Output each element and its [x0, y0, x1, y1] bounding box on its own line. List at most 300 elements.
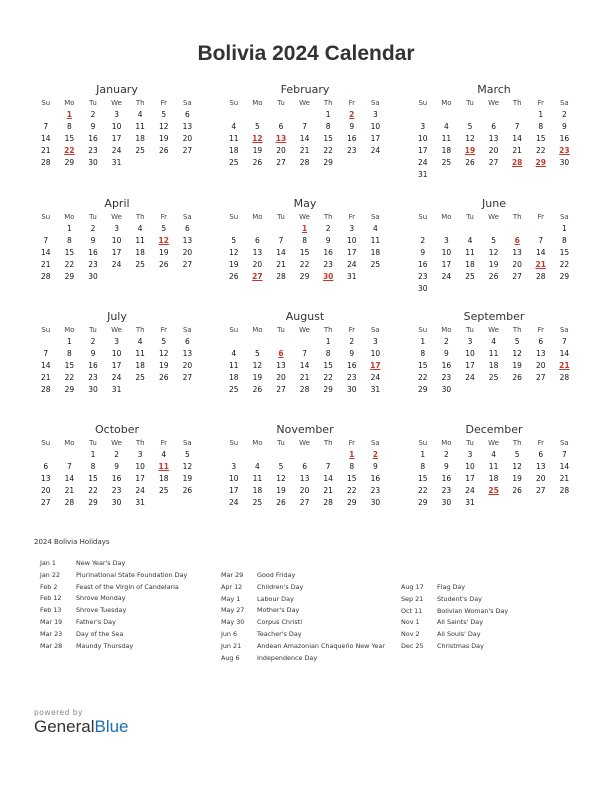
day-cell: 14 — [276, 248, 286, 257]
holiday-row — [221, 629, 393, 641]
day-cell: 21 — [512, 146, 522, 155]
day-cell: 14 — [559, 462, 570, 471]
day-cell: 4 — [161, 450, 167, 459]
day-cell: 4 — [491, 450, 496, 459]
day-cell: 12 — [158, 122, 169, 131]
month-grid — [222, 324, 388, 396]
month-name: July — [107, 310, 127, 323]
day-cell: 19 — [158, 248, 169, 257]
day-cell: 18 — [465, 260, 475, 269]
day-cell: 27 — [535, 373, 546, 382]
day-cell: 10 — [370, 349, 381, 358]
day-cell: 15 — [88, 474, 98, 483]
empty-cell — [269, 449, 293, 461]
day-cell: 11 — [229, 134, 239, 143]
day-cell: 9 — [90, 349, 96, 358]
month-august — [222, 309, 388, 396]
weekday-header: Th — [323, 326, 333, 334]
day-cell: 8 — [302, 236, 307, 245]
holiday-day-cell: 1 — [66, 110, 72, 119]
empty-cell — [222, 449, 246, 461]
holiday-day-cell: 6 — [514, 236, 520, 245]
day-cell: 24 — [229, 498, 239, 507]
holiday-row — [40, 582, 212, 594]
day-cell: 6 — [255, 236, 260, 245]
holiday-date: Oct 11 — [401, 606, 423, 615]
holiday-column — [40, 558, 212, 652]
weekday-header: Su — [41, 99, 51, 107]
day-cell: 7 — [278, 236, 284, 245]
weekday-header: Sa — [370, 99, 380, 107]
holiday-date: Aug 6 — [221, 653, 240, 662]
day-cell: 25 — [135, 146, 145, 155]
weekday-header: Mo — [64, 326, 75, 334]
weekday-header: Tu — [89, 99, 97, 107]
weekday-header: Sa — [559, 213, 569, 221]
day-cell: 27 — [535, 486, 546, 495]
day-cell: 10 — [111, 349, 122, 358]
day-cell: 9 — [444, 349, 449, 358]
day-cell: 12 — [465, 134, 475, 143]
day-cell: 19 — [158, 134, 169, 143]
holiday-name: Flag Day — [437, 583, 466, 591]
day-cell: 22 — [323, 373, 333, 382]
day-cell: 5 — [491, 236, 496, 245]
day-cell: 20 — [488, 146, 499, 155]
day-cell: 24 — [370, 373, 381, 382]
day-cell: 9 — [325, 236, 331, 245]
holiday-day-cell: 12 — [158, 236, 169, 245]
day-cell: 3 — [444, 236, 449, 245]
day-cell: 4 — [137, 337, 143, 346]
day-cell: 10 — [370, 122, 381, 131]
weekday-header: Tu — [466, 326, 474, 334]
day-cell: 29 — [346, 498, 357, 507]
day-cell: 9 — [372, 462, 378, 471]
day-cell: 14 — [512, 134, 522, 143]
month-grid — [222, 97, 388, 169]
month-september — [411, 309, 577, 396]
weekday-header: Fr — [348, 213, 355, 221]
holiday-name: Bolivian Woman's Day — [437, 606, 509, 615]
day-cell: 21 — [41, 260, 51, 269]
day-cell: 18 — [370, 248, 381, 257]
day-cell: 12 — [276, 474, 286, 483]
day-cell: 31 — [135, 498, 145, 507]
day-cell: 2 — [349, 337, 355, 346]
day-cell: 28 — [299, 385, 310, 394]
holiday-date: Mar 23 — [40, 629, 63, 638]
day-cell: 20 — [299, 486, 310, 495]
day-cell: 27 — [182, 146, 193, 155]
day-cell: 10 — [441, 248, 452, 257]
day-cell: 17 — [229, 486, 239, 495]
holiday-row — [221, 617, 393, 629]
weekday-header: Th — [135, 99, 145, 107]
day-cell: 23 — [346, 146, 357, 155]
day-cell: 26 — [512, 486, 522, 495]
day-cell: 11 — [135, 236, 145, 245]
day-cell: 26 — [182, 486, 193, 495]
day-cell: 15 — [64, 134, 75, 143]
day-cell: 8 — [325, 349, 331, 358]
day-cell: 16 — [370, 474, 381, 483]
day-cell: 28 — [276, 272, 286, 281]
day-cell: 16 — [418, 260, 428, 269]
holiday-day-cell: 1 — [349, 450, 355, 459]
holiday-name: Labour Day — [257, 594, 294, 603]
day-cell: 30 — [88, 158, 98, 167]
holiday-date: Mar 29 — [221, 571, 244, 579]
weekday-header: Sa — [182, 326, 192, 334]
holiday-day-cell: 23 — [559, 146, 570, 155]
month-name: January — [96, 83, 138, 96]
day-cell: 22 — [346, 486, 357, 495]
holiday-row — [40, 570, 212, 582]
weekday-header: Fr — [160, 213, 167, 221]
day-cell: 8 — [561, 236, 567, 245]
day-cell: 27 — [276, 158, 286, 167]
day-cell: 10 — [465, 349, 475, 358]
day-cell: 8 — [349, 462, 355, 471]
day-cell: 2 — [420, 236, 426, 245]
holiday-day-cell: 11 — [158, 462, 169, 471]
month-grid — [34, 324, 200, 396]
brand-logo[interactable] — [34, 708, 129, 737]
day-cell: 16 — [441, 361, 452, 370]
day-cell: 12 — [252, 361, 263, 370]
weekday-header: Su — [229, 326, 239, 334]
day-cell: 8 — [325, 122, 331, 131]
day-cell: 22 — [418, 486, 428, 495]
day-cell: 28 — [64, 498, 75, 507]
weekday-header: Sa — [182, 99, 192, 107]
weekday-header: Fr — [160, 439, 167, 447]
holiday-date: Sep 21 — [401, 594, 424, 603]
holiday-name: Andean Amazonian Chaqueño New Year — [257, 641, 385, 650]
weekday-header: Th — [512, 99, 522, 107]
day-cell: 24 — [370, 146, 381, 155]
empty-cell — [34, 336, 58, 348]
day-cell: 5 — [514, 450, 520, 459]
day-cell: 23 — [111, 486, 122, 495]
day-cell: 5 — [161, 224, 167, 233]
month-name: February — [280, 83, 330, 96]
holiday-date: Nov 1 — [401, 618, 420, 627]
weekday-header: We — [488, 213, 499, 221]
day-cell: 16 — [88, 134, 98, 143]
holiday-row — [221, 653, 393, 665]
holiday-row — [401, 606, 573, 618]
weekday-header: Sa — [182, 439, 192, 447]
weekday-header: Fr — [348, 439, 355, 447]
day-cell: 20 — [182, 134, 193, 143]
holiday-name: All Saints' Day — [437, 618, 483, 627]
holiday-day-cell: 27 — [252, 272, 263, 281]
day-cell: 11 — [488, 349, 499, 358]
day-cell: 9 — [561, 122, 567, 131]
holiday-name: Shrove Tuesday — [76, 606, 127, 615]
day-cell: 11 — [135, 122, 145, 131]
day-cell: 6 — [184, 337, 190, 346]
weekday-header: Sa — [370, 439, 380, 447]
day-cell: 3 — [114, 110, 119, 119]
day-cell: 10 — [135, 462, 145, 471]
weekday-header: Tu — [466, 99, 474, 107]
day-cell: 9 — [90, 236, 96, 245]
day-cell: 1 — [325, 110, 331, 119]
day-cell: 24 — [111, 373, 122, 382]
day-cell: 28 — [41, 272, 51, 281]
day-cell: 24 — [111, 260, 122, 269]
day-cell: 13 — [535, 349, 546, 358]
empty-cell — [246, 223, 270, 235]
weekday-header: We — [299, 439, 310, 447]
weekday-header: Th — [323, 439, 333, 447]
day-cell: 11 — [488, 462, 499, 471]
day-cell: 20 — [276, 146, 286, 155]
day-cell: 4 — [231, 122, 237, 131]
holiday-row — [401, 629, 573, 641]
day-cell: 26 — [158, 146, 169, 155]
empty-cell — [293, 336, 317, 348]
weekday-header: Tu — [89, 439, 97, 447]
holiday-row — [221, 605, 393, 617]
day-cell: 16 — [88, 248, 98, 257]
day-cell: 1 — [325, 337, 331, 346]
day-cell: 5 — [514, 337, 520, 346]
day-cell: 25 — [465, 272, 475, 281]
holiday-day-cell: 2 — [372, 450, 378, 459]
day-cell: 7 — [538, 236, 544, 245]
brand-name — [34, 717, 129, 737]
holiday-day-cell: 19 — [464, 146, 476, 155]
weekday-header: Su — [418, 326, 428, 334]
day-cell: 22 — [299, 260, 310, 269]
weekday-header: Fr — [348, 326, 355, 334]
holiday-day-cell: 1 — [301, 224, 308, 233]
day-cell: 28 — [41, 385, 51, 394]
day-cell: 4 — [491, 337, 496, 346]
weekday-header: Fr — [160, 99, 167, 107]
holiday-date: Apr 12 — [221, 582, 243, 591]
empty-cell — [269, 109, 293, 121]
day-cell: 15 — [323, 134, 333, 143]
day-cell: 16 — [559, 134, 570, 143]
holiday-day-cell: 2 — [349, 110, 355, 119]
day-cell: 14 — [41, 361, 51, 370]
day-cell: 13 — [299, 474, 310, 483]
day-cell: 26 — [252, 158, 263, 167]
holiday-row — [40, 629, 212, 641]
holiday-name: New Year's Day — [76, 559, 126, 567]
month-grid — [222, 211, 388, 283]
day-cell: 12 — [158, 349, 169, 358]
day-cell: 11 — [252, 474, 263, 483]
month-name: November — [276, 423, 334, 436]
day-cell: 3 — [467, 450, 473, 459]
day-cell: 20 — [182, 361, 193, 370]
day-cell: 25 — [252, 498, 263, 507]
day-cell: 17 — [418, 146, 428, 155]
month-name: August — [285, 310, 325, 323]
holiday-row — [221, 594, 393, 606]
day-cell: 27 — [276, 385, 286, 394]
day-cell: 17 — [465, 474, 475, 483]
empty-cell — [435, 109, 459, 121]
weekday-header: Fr — [537, 213, 544, 221]
weekday-header: Su — [229, 99, 239, 107]
empty-cell — [458, 109, 482, 121]
day-cell: 16 — [111, 474, 122, 483]
day-cell: 10 — [418, 134, 428, 143]
day-cell: 1 — [90, 450, 96, 459]
day-cell: 14 — [323, 474, 333, 483]
day-cell: 29 — [323, 158, 333, 167]
day-cell: 5 — [161, 337, 167, 346]
day-cell: 6 — [302, 462, 307, 471]
day-cell: 1 — [67, 337, 72, 346]
weekday-header: Tu — [277, 99, 285, 107]
day-cell: 6 — [538, 450, 544, 459]
month-name: October — [94, 423, 140, 436]
day-cell: 30 — [441, 385, 452, 394]
day-cell: 26 — [158, 373, 169, 382]
day-cell: 27 — [182, 260, 193, 269]
day-cell: 12 — [182, 462, 193, 471]
day-cell: 19 — [252, 146, 263, 155]
day-cell: 18 — [135, 134, 145, 143]
day-cell: 1 — [420, 337, 426, 346]
day-cell: 5 — [278, 462, 284, 471]
holiday-day-cell: 29 — [535, 158, 546, 167]
day-cell: 27 — [182, 373, 193, 382]
holiday-date: Mar 19 — [40, 617, 63, 626]
day-cell: 13 — [276, 361, 286, 370]
day-cell: 11 — [370, 236, 381, 245]
weekday-header: Th — [323, 213, 333, 221]
day-cell: 31 — [111, 158, 122, 167]
day-cell: 14 — [41, 248, 51, 257]
day-cell: 7 — [561, 450, 567, 459]
month-name: May — [293, 197, 317, 210]
empty-cell — [505, 109, 529, 121]
month-grid — [34, 211, 200, 283]
day-cell: 10 — [111, 122, 122, 131]
month-grid — [411, 437, 577, 509]
month-name: December — [465, 423, 523, 436]
day-cell: 28 — [299, 158, 310, 167]
day-cell: 10 — [346, 236, 357, 245]
day-cell: 9 — [90, 122, 96, 131]
day-cell: 10 — [465, 462, 475, 471]
day-cell: 25 — [158, 486, 169, 495]
day-cell: 18 — [441, 146, 452, 155]
weekday-header: We — [111, 99, 122, 107]
day-cell: 3 — [137, 450, 143, 459]
day-cell: 9 — [349, 349, 355, 358]
day-cell: 16 — [346, 361, 357, 370]
day-cell: 25 — [229, 385, 239, 394]
weekday-header: Tu — [89, 213, 97, 221]
weekday-header: We — [111, 439, 122, 447]
day-cell: 7 — [67, 462, 72, 471]
month-name: April — [104, 197, 130, 210]
holiday-name: All Souls' Day — [437, 630, 481, 639]
day-cell: 2 — [561, 110, 567, 119]
day-cell: 30 — [441, 498, 452, 507]
day-cell: 14 — [64, 474, 75, 483]
day-cell: 4 — [137, 110, 143, 119]
day-cell: 29 — [299, 272, 310, 281]
day-cell: 4 — [372, 224, 378, 233]
weekday-header: Mo — [252, 439, 263, 447]
day-cell: 12 — [512, 349, 522, 358]
weekday-header: Tu — [466, 213, 474, 221]
day-cell: 22 — [88, 486, 98, 495]
day-cell: 13 — [488, 134, 499, 143]
weekday-header: Fr — [160, 326, 167, 334]
day-cell: 17 — [111, 134, 122, 143]
weekday-header: Sa — [182, 213, 192, 221]
month-october — [34, 422, 200, 509]
day-cell: 15 — [535, 134, 546, 143]
day-cell: 25 — [135, 260, 145, 269]
month-january — [34, 82, 200, 169]
day-cell: 15 — [299, 248, 310, 257]
day-cell: 31 — [370, 385, 381, 394]
holiday-name: Student's Day — [437, 594, 482, 603]
day-cell: 16 — [323, 248, 333, 257]
day-cell: 24 — [465, 373, 475, 382]
day-cell: 31 — [346, 272, 357, 281]
empty-cell — [34, 223, 58, 235]
day-cell: 6 — [184, 224, 190, 233]
day-cell: 25 — [488, 373, 499, 382]
weekday-header: Mo — [64, 99, 75, 107]
day-cell: 17 — [346, 248, 357, 257]
holiday-date: Jan 1 — [40, 559, 56, 567]
holiday-name: Mother's Day — [257, 606, 300, 615]
empty-cell — [482, 223, 506, 235]
day-cell: 15 — [64, 361, 75, 370]
empty-cell — [435, 223, 459, 235]
weekday-header: Mo — [252, 213, 263, 221]
weekday-header: Su — [418, 439, 428, 447]
empty-cell — [222, 223, 246, 235]
weekday-header: We — [299, 213, 310, 221]
empty-cell — [458, 223, 482, 235]
holiday-row — [221, 570, 393, 582]
day-cell: 11 — [465, 248, 475, 257]
day-cell: 24 — [418, 158, 428, 167]
day-cell: 7 — [43, 236, 49, 245]
day-cell: 2 — [325, 224, 331, 233]
day-cell: 23 — [88, 260, 98, 269]
empty-cell — [246, 336, 270, 348]
holiday-date: Aug 17 — [401, 583, 424, 591]
holiday-name: Shrove Monday — [76, 594, 126, 603]
day-cell: 30 — [88, 272, 98, 281]
day-cell: 29 — [323, 385, 333, 394]
day-cell: 1 — [67, 224, 72, 233]
day-cell: 30 — [559, 158, 570, 167]
day-cell: 13 — [535, 462, 546, 471]
weekday-header: Mo — [441, 326, 452, 334]
day-cell: 8 — [67, 349, 72, 358]
month-grid — [34, 437, 200, 509]
day-cell: 21 — [299, 146, 310, 155]
